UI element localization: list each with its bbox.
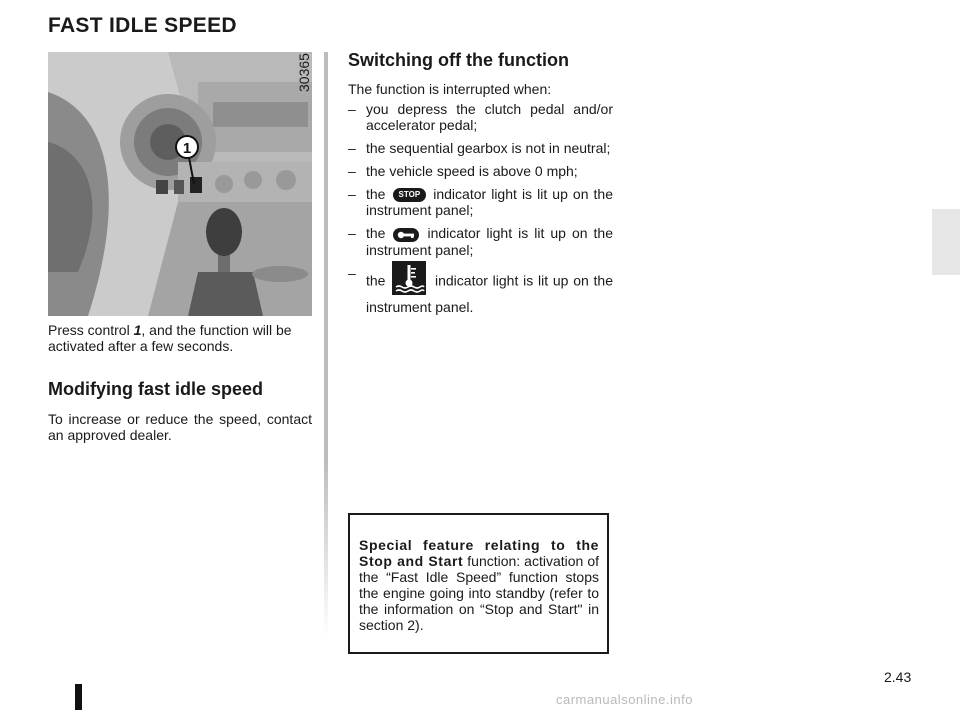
list-dash: – bbox=[348, 225, 356, 242]
list-item bbox=[348, 186, 613, 218]
dashboard-illustration bbox=[48, 52, 312, 316]
list-item-post: indicator light is lit up on the instrument panel; bbox=[366, 186, 614, 219]
note-bold: Special feature relating to the Stop and Start bbox=[359, 537, 599, 569]
section-tab bbox=[932, 209, 960, 275]
page-title: FAST IDLE SPEED bbox=[48, 14, 237, 37]
list-dash: – bbox=[348, 264, 356, 281]
coolant-temperature-icon bbox=[392, 261, 426, 295]
list-item bbox=[348, 225, 613, 257]
note-text: function: activation of the “Fast Idle Speed” function stops the engine going into standby (refer to the information on “Stop and Start" in section 2). bbox=[359, 553, 599, 633]
wrench-indicator-icon bbox=[393, 228, 419, 242]
page-number: 2.43 bbox=[884, 669, 912, 685]
special-feature-note bbox=[348, 513, 609, 654]
dashboard-photo bbox=[48, 52, 312, 316]
list-item bbox=[348, 265, 613, 315]
conditions-list bbox=[348, 101, 613, 322]
modify-heading: Modifying fast idle speed bbox=[48, 379, 264, 399]
list-item-pre: the bbox=[366, 186, 386, 202]
list-item-post: indicator light is lit up on the instrument panel; bbox=[366, 225, 614, 258]
list-item bbox=[348, 140, 613, 156]
list-dash: – bbox=[348, 163, 356, 179]
list-item-text: the vehicle speed is above 0 mph; bbox=[366, 163, 578, 179]
list-dash: – bbox=[348, 140, 356, 156]
list-item-post: indicator light is lit up on the instrument panel. bbox=[366, 272, 614, 315]
intro-paragraph bbox=[48, 322, 312, 354]
intro-control: 1 bbox=[133, 322, 142, 338]
intro-post: , and the function will be activated after a few seconds. bbox=[48, 322, 292, 354]
watermark: carmanualsonline.info bbox=[556, 692, 693, 707]
list-item bbox=[348, 101, 613, 133]
stop-indicator-icon: STOP bbox=[393, 188, 427, 202]
intro-pre: Press control bbox=[48, 322, 134, 338]
figure-reference: 30365 bbox=[296, 53, 312, 92]
list-item bbox=[348, 163, 613, 179]
list-dash: – bbox=[348, 186, 356, 202]
list-item-pre: the bbox=[366, 225, 386, 242]
switch-off-heading: Switching off the function bbox=[348, 50, 569, 70]
corner-mark bbox=[75, 684, 82, 710]
switch-off-intro: The function is interrupted when: bbox=[348, 81, 552, 97]
modify-text: To increase or reduce the speed, contact an approved dealer. bbox=[48, 411, 312, 443]
list-item-text: you depress the clutch pedal and/or accelerator pedal; bbox=[366, 101, 613, 133]
list-item-text: the sequential gearbox is not in neutral; bbox=[366, 140, 611, 156]
column-divider bbox=[324, 52, 328, 637]
callout-number: 1 bbox=[182, 140, 192, 157]
list-item-pre: the bbox=[366, 272, 386, 289]
list-dash: – bbox=[348, 101, 356, 117]
